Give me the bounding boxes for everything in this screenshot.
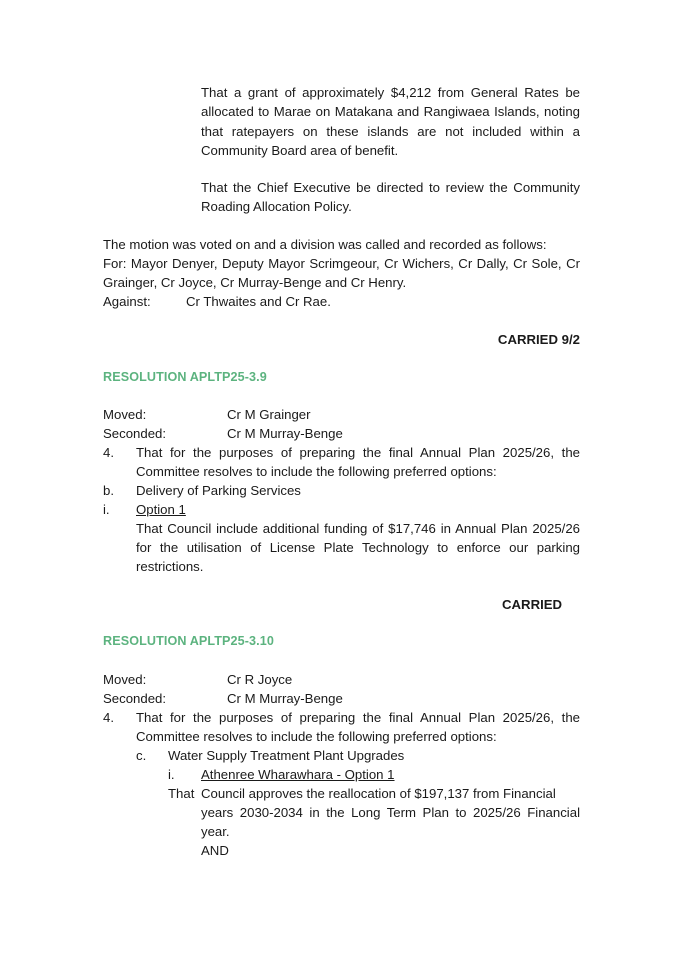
resolution-3-9-result: CARRIED: [502, 597, 563, 612]
sub-item-i-text: Athenree Wharawhara - Option 1: [201, 767, 395, 782]
sub-item-i-text: Option 1: [136, 502, 186, 517]
division-for-list: For: Mayor Denyer, Deputy Mayor Scrimgeour, Cr Wichers, Cr Dally, Cr Sole, Cr Grainger, Cr Joyce, Cr Murray-Benge and Cr Henry.: [103, 256, 580, 290]
moved-value: Cr R Joyce: [227, 672, 293, 687]
detail-continuation: years 2030-2034 in the Long Term Plan to 2025/26 Financial year.: [201, 805, 580, 839]
moved-label: Moved:: [103, 672, 147, 687]
item-number: 4.: [103, 710, 114, 725]
grant-paragraph: That a grant of approximately $4,212 from General Rates be allocated to Marae on Matakana and Rangiwaea Islands, noting that ratepayers on these islands are not included within a Community Board area of benefit.: [201, 85, 580, 158]
resolution-detail: That Council include additional funding of $17,746 in Annual Plan 2025/26 for the utilisation of License Plate Technology to enforce our parking restrictions.: [136, 521, 580, 574]
review-paragraph: That the Chief Executive be directed to review the Community Roading Allocation Policy.: [201, 180, 580, 215]
seconded-value: Cr M Murray-Benge: [227, 426, 343, 441]
seconded-label: Seconded:: [103, 691, 167, 706]
moved-label: Moved:: [103, 407, 147, 422]
resolution-3-9-heading: RESOLUTION APLTP25-3.9: [103, 370, 267, 384]
division-intro: The motion was voted on and a division was called and recorded as follows:: [103, 237, 547, 252]
sub-item-b-label: b.: [103, 483, 114, 498]
detail-first-line: Council approves the reallocation of $197,137 from Financial: [201, 786, 556, 801]
item-text: That for the purposes of preparing the final Annual Plan 2025/26, the Committee resolves to include the following preferred options:: [136, 445, 580, 479]
and-connector: AND: [201, 843, 229, 858]
item-number: 4.: [103, 445, 114, 460]
sub-item-b-text: Delivery of Parking Services: [136, 483, 301, 498]
sub-item-c-label: c.: [136, 748, 147, 763]
division-result: CARRIED 9/2: [497, 332, 580, 347]
sub-item-i-label: i.: [103, 502, 110, 517]
sub-item-i-label: i.: [168, 767, 175, 782]
against-label: Against:: [103, 294, 151, 309]
against-names: Cr Thwaites and Cr Rae.: [186, 294, 331, 309]
seconded-label: Seconded:: [103, 426, 167, 441]
resolution-3-10-heading: RESOLUTION APLTP25-3.10: [103, 634, 274, 648]
detail-lead-word: That: [168, 786, 195, 801]
item-text: That for the purposes of preparing the final Annual Plan 2025/26, the Committee resolves to include the following preferred options:: [136, 710, 580, 744]
sub-item-c-text: Water Supply Treatment Plant Upgrades: [168, 748, 405, 763]
moved-value: Cr M Grainger: [227, 407, 311, 422]
seconded-value: Cr M Murray-Benge: [227, 691, 343, 706]
